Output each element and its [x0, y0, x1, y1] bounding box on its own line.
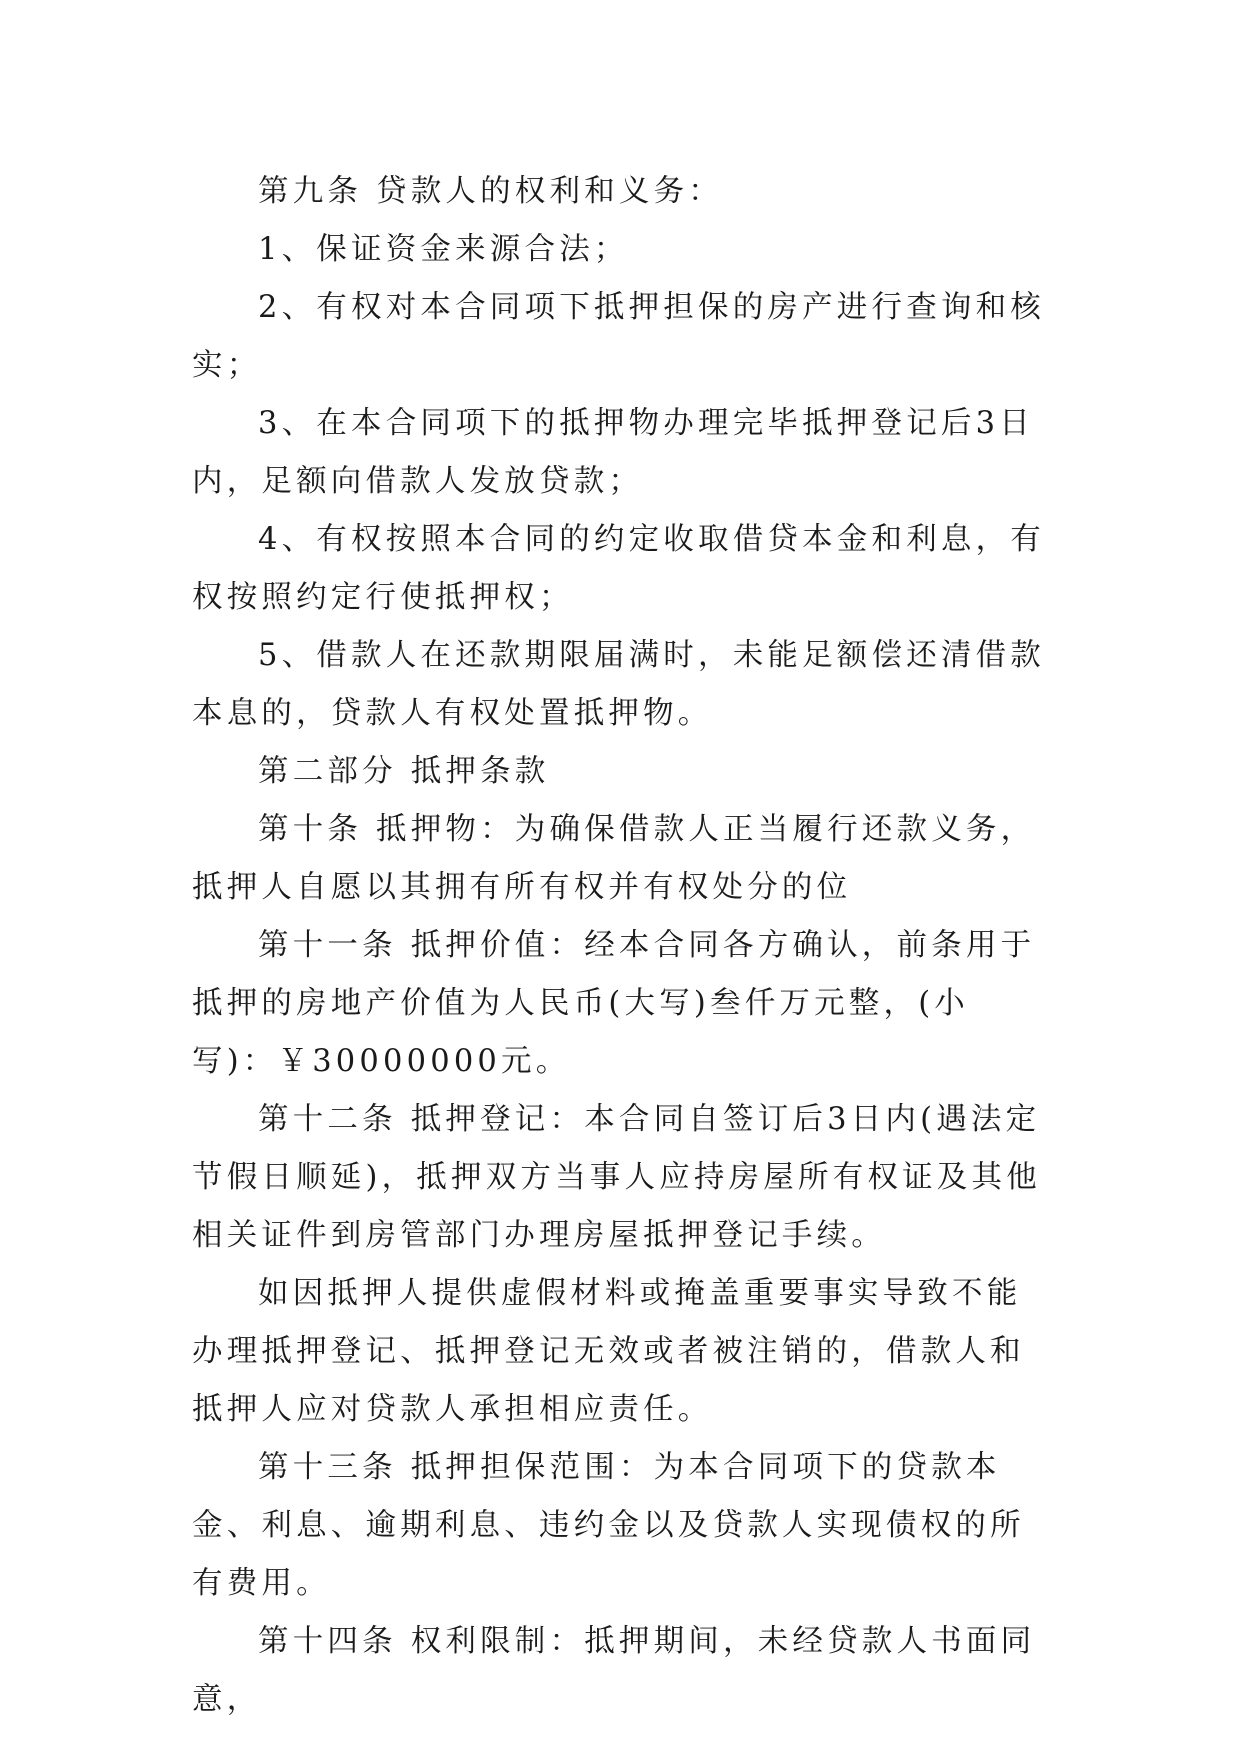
article-9-item-1: 1、保证资金来源合法； [258, 232, 629, 267]
article-9-item-3: 3、在本合同项下的抵押物办理完毕抵押登记后3日内，足额向借款人发放贷款； [192, 406, 1034, 499]
document-body [192, 163, 1052, 1729]
part-2-heading: 第二部分 抵押条款 [258, 754, 550, 789]
article-13: 第十三条 抵押担保范围：为本合同项下的贷款本金、利息、逾期利息、违约金以及贷款人实现债权的所有费用。 [192, 1450, 1025, 1601]
article-9-heading: 第九条 贷款人的权利和义务： [258, 174, 723, 209]
article-14: 第十四条 权利限制：抵押期间，未经贷款人书面同意， [192, 1624, 1036, 1717]
article-9-item-5: 5、借款人在还款期限届满时，未能足额偿还清借款本息的，贷款人有权处置抵押物。 [192, 638, 1046, 731]
article-12-supplement: 如因抵押人提供虚假材料或掩盖重要事实导致不能办理抵押登记、抵押登记无效或者被注销的，借款人和抵押人应对贷款人承担相应责任。 [192, 1276, 1025, 1427]
article-12: 第十二条 抵押登记：本合同自签订后3日内(遇法定节假日顺延)，抵押双方当事人应持房屋所有权证及其他相关证件到房管部门办理房屋抵押登记手续。 [192, 1102, 1041, 1253]
article-9-item-2: 2、有权对本合同项下抵押担保的房产进行查询和核实； [192, 290, 1046, 383]
article-9-item-4: 4、有权按照本合同的约定收取借贷本金和利息，有权按照约定行使抵押权； [192, 522, 1046, 615]
article-11: 第十一条 抵押价值：经本合同各方确认，前条用于抵押的房地产价值为人民币(大写)叁仟万元整，(小写)：￥30000000元。 [192, 928, 1036, 1079]
article-10: 第十条 抵押物：为确保借款人正当履行还款义务，抵押人自愿以其拥有所有权并有权处分的位 [192, 812, 1036, 905]
